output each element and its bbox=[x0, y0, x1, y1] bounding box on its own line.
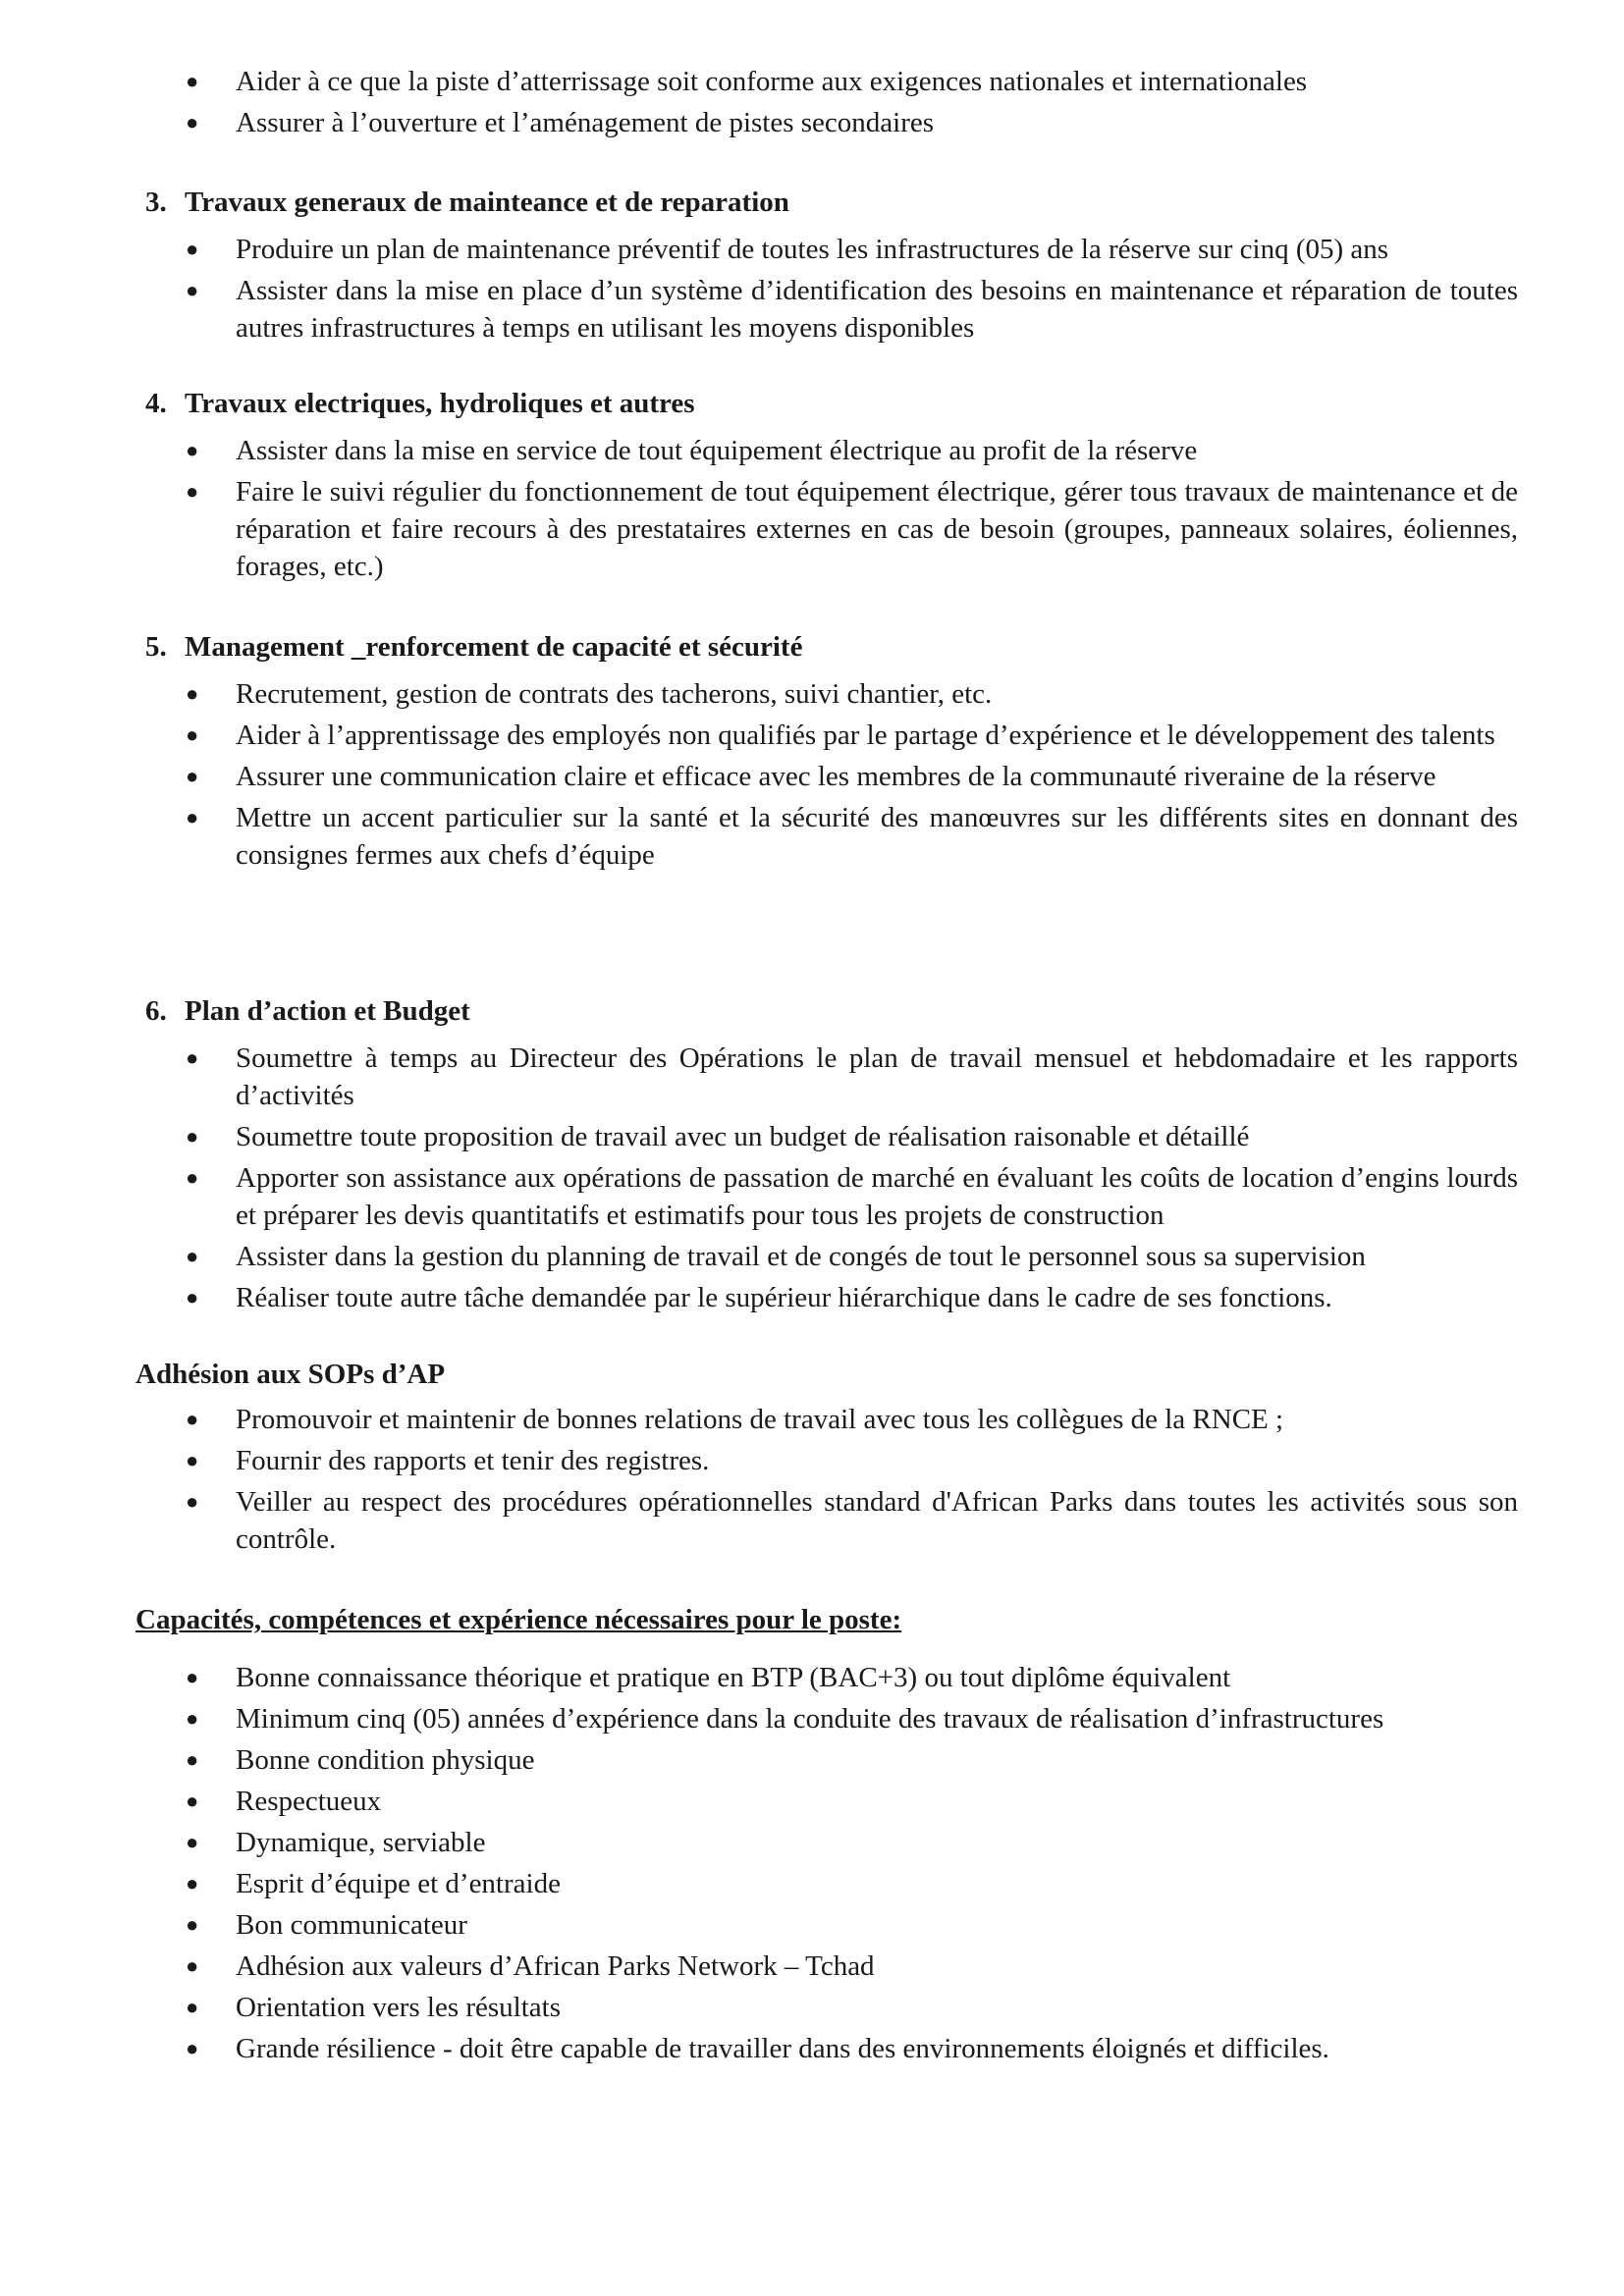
list-item: ● Apporter son assistance aux opérations de passation de marché en évaluant les coûts de location d’engins lourds et préparer les devis quantitatifs et estimatifs pour tous les projets de construction bbox=[0, 1159, 1518, 1234]
list-item: ● Grande résilience - doit être capable de travailler dans des environnements éloignés et difficiles. bbox=[0, 2030, 1518, 2067]
bullet-icon: ● bbox=[186, 764, 199, 788]
list-item: ● Assurer une communication claire et efficace avec les membres de la communauté riveraine de la réserve bbox=[0, 758, 1518, 795]
bullet-icon: ● bbox=[186, 1285, 199, 1309]
adhesion-list bbox=[0, 1401, 1624, 1562]
list-item: ● Aider à l’apprentissage des employés non qualifiés par le partage d’expérience et le développement des talents bbox=[0, 717, 1518, 754]
section-heading: 6. Plan d’action et Budget bbox=[145, 995, 470, 1027]
bullet-icon: ● bbox=[186, 1124, 199, 1148]
bullet-icon: ● bbox=[186, 1789, 199, 1813]
list-item: ● Produire un plan de maintenance préventif de toutes les infrastructures de la réserve sur cinq (05) ans bbox=[0, 231, 1518, 268]
list-item: ● Faire le suivi régulier du fonctionnement de tout équipement électrique, gérer tous travaux de maintenance et de réparation et faire recours à des prestataires externes en cas de besoin (groupes, panneaux solaires, éoliennes, forages, etc.) bbox=[0, 473, 1518, 585]
bullet-icon: ● bbox=[186, 805, 199, 829]
list-item: ● Assister dans la mise en service de tout équipement électrique au profit de la réserve bbox=[0, 432, 1518, 469]
bullet-icon: ● bbox=[186, 1045, 199, 1070]
list-item: ● Recrutement, gestion de contrats des tacherons, suivi chantier, etc. bbox=[0, 675, 1518, 713]
bullet-icon: ● bbox=[186, 1165, 199, 1190]
bullet-icon: ● bbox=[186, 2036, 199, 2060]
section-list bbox=[0, 231, 1624, 350]
capacites-heading: Capacités, compétences et expérience nécessaires pour le poste: bbox=[135, 1604, 902, 1635]
list-item: ● Réaliser toute autre tâche demandée par le supérieur hiérarchique dans le cadre de ses fonctions. bbox=[0, 1279, 1518, 1316]
bullet-icon: ● bbox=[186, 1953, 199, 1978]
list-item: ● Veiller au respect des procédures opérationnelles standard d'African Parks dans toutes les activités sous son contrôle. bbox=[0, 1483, 1518, 1558]
section-heading: 4. Travaux electriques, hydroliques et autres bbox=[145, 388, 695, 419]
list-item: ● Soumettre toute proposition de travail avec un budget de réalisation raisonable et détaillé bbox=[0, 1118, 1518, 1155]
bullet-icon: ● bbox=[186, 1871, 199, 1896]
section-heading: 3. Travaux generaux de mainteance et de reparation bbox=[145, 187, 789, 218]
section-list bbox=[0, 432, 1624, 589]
bullet-icon: ● bbox=[186, 237, 199, 261]
section-list bbox=[0, 1040, 1624, 1320]
list-item: ● Assurer à l’ouverture et l’aménagement de pistes secondaires bbox=[0, 104, 1518, 141]
list-item: ● Assister dans la mise en place d’un système d’identification des besoins en maintenance et réparation de toutes autres infrastructures à temps en utilisant les moyens disponibles bbox=[0, 272, 1518, 347]
adhesion-heading: Adhésion aux SOPs d’AP bbox=[135, 1359, 446, 1390]
bullet-icon: ● bbox=[186, 1912, 199, 1937]
list-item: ● Soumettre à temps au Directeur des Opérations le plan de travail mensuel et hebdomadaire et les rapports d’activités bbox=[0, 1040, 1518, 1114]
bullet-icon: ● bbox=[186, 1747, 199, 1772]
list-item: ● Bonne connaissance théorique et pratique en BTP (BAC+3) ou tout diplôme équivalent bbox=[0, 1659, 1518, 1696]
list-item: ● Mettre un accent particulier sur la santé et la sécurité des manœuvres sur les différents sites en donnant des consignes fermes aux chefs d’équipe bbox=[0, 799, 1518, 874]
list-item: ● Orientation vers les résultats bbox=[0, 1989, 1518, 2026]
list-item: ● Esprit d’équipe et d’entraide bbox=[0, 1865, 1518, 1902]
list-item: ● Aider à ce que la piste d’atterrissage soit conforme aux exigences nationales et internationales bbox=[0, 63, 1518, 100]
list-item: ● Promouvoir et maintenir de bonnes relations de travail avec tous les collègues de la RNCE ; bbox=[0, 1401, 1518, 1438]
bullet-icon: ● bbox=[186, 110, 199, 134]
list-item: ● Bonne condition physique bbox=[0, 1741, 1518, 1779]
bullet-icon: ● bbox=[186, 1995, 199, 2019]
bullet-icon: ● bbox=[186, 278, 199, 302]
list-item: ● Minimum cinq (05) années d’expérience dans la conduite des travaux de réalisation d’infrastructures bbox=[0, 1700, 1518, 1737]
list-item: ● Fournir des rapports et tenir des registres. bbox=[0, 1442, 1518, 1479]
bullet-icon: ● bbox=[186, 1407, 199, 1431]
capacites-list bbox=[0, 1659, 1624, 2071]
bullet-icon: ● bbox=[186, 69, 199, 93]
list-item: ● Adhésion aux valeurs d’African Parks Network – Tchad bbox=[0, 1948, 1518, 1985]
bullet-icon: ● bbox=[186, 1489, 199, 1514]
bullet-icon: ● bbox=[186, 1448, 199, 1472]
bullet-icon: ● bbox=[186, 1706, 199, 1731]
bullet-icon: ● bbox=[186, 681, 199, 706]
bullet-icon: ● bbox=[186, 1665, 199, 1689]
bullet-icon: ● bbox=[186, 438, 199, 462]
bullet-icon: ● bbox=[186, 722, 199, 747]
bullet-icon: ● bbox=[186, 479, 199, 504]
list-item: ● Respectueux bbox=[0, 1783, 1518, 1820]
intro-list bbox=[0, 63, 1624, 145]
section-heading: 5. Management _renforcement de capacité et sécurité bbox=[145, 631, 803, 663]
section-list bbox=[0, 675, 1624, 878]
list-item: ● Bon communicateur bbox=[0, 1906, 1518, 1944]
bullet-icon: ● bbox=[186, 1830, 199, 1854]
list-item: ● Dynamique, serviable bbox=[0, 1824, 1518, 1861]
list-item: ● Assister dans la gestion du planning de travail et de congés de tout le personnel sous sa supervision bbox=[0, 1238, 1518, 1275]
bullet-icon: ● bbox=[186, 1244, 199, 1268]
